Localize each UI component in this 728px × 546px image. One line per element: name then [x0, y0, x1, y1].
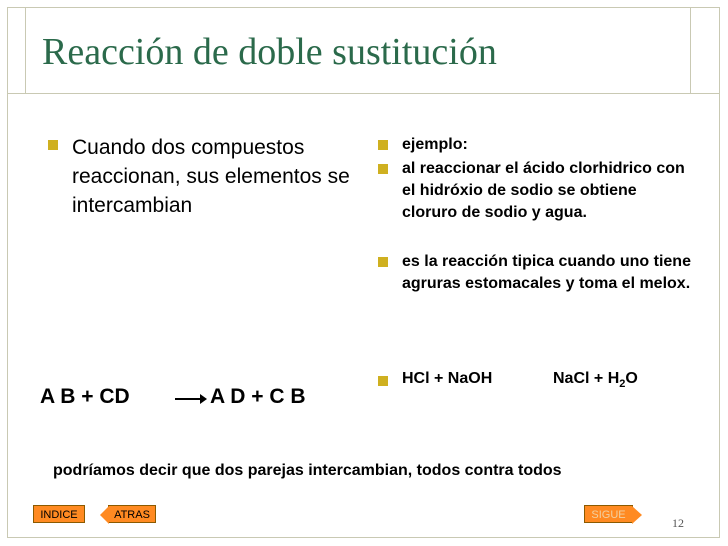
equation-left: A B + CD: [40, 385, 130, 408]
footer-note: podríamos decir que dos parejas intercambian, todos contra todos: [53, 462, 562, 479]
bullet-icon: [378, 140, 388, 150]
title-rule: [7, 93, 720, 94]
index-button[interactable]: INDICE: [33, 505, 85, 523]
reaction-products-end: O: [625, 370, 638, 387]
right-item-1: ejemplo:: [402, 136, 468, 153]
equation-right: A D + C B: [210, 385, 306, 408]
next-button[interactable]: SIGUE: [584, 505, 633, 523]
bullet-icon: [378, 376, 388, 386]
page-number: 12: [672, 516, 684, 530]
reaction-reactants: HCl + NaOH: [402, 370, 493, 387]
right-rule: [690, 7, 691, 93]
left-bullet-text: Cuando dos compuestos reaccionan, sus elementos se intercambian: [72, 136, 350, 217]
back-button[interactable]: ATRAS: [108, 505, 156, 523]
reaction-products-subscript: 2: [619, 378, 626, 391]
right-item-3: es la reacción tipica cuando uno tiene agruras estomacales y toma el melox.: [402, 253, 691, 292]
right-item-2: al reaccionar el ácido clorhidrico con el hidróxio de sodio se obtiene cloruro de sodio y agua.: [402, 160, 685, 221]
bullet-icon: [48, 140, 58, 150]
bullet-icon: [378, 164, 388, 174]
slide-title: Reacción de doble sustitución: [42, 31, 497, 73]
bullet-icon: [378, 257, 388, 267]
reaction-products-main: NaCl + H: [553, 370, 620, 387]
left-rule: [25, 7, 26, 93]
reaction-products: [553, 370, 638, 390]
arrow-icon: [175, 398, 205, 400]
